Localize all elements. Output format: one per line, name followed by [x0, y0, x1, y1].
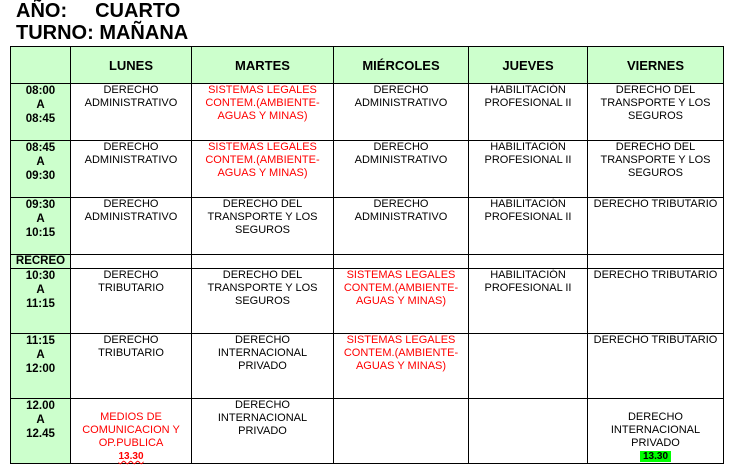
time-slot-row: [11, 334, 724, 399]
class-cell: [588, 84, 724, 141]
class-cell: [192, 84, 334, 141]
recess-cell: [469, 255, 588, 269]
class-cell: [71, 198, 192, 255]
time-slot-line: 11:15: [26, 335, 55, 347]
class-name: DERECHO TRIBUTARIO: [593, 334, 718, 346]
time-slot-line: 12:00: [25, 363, 56, 375]
time-slot-cell: [11, 334, 71, 399]
year-row: [16, 0, 188, 22]
class-name: DERECHO DEL TRANSPORTE Y LOS SEGUROS: [600, 84, 711, 122]
class-cell: [588, 399, 724, 464]
recess-cell: [71, 255, 192, 269]
class-name: HABILITACIÓN PROFESIONAL II: [484, 141, 572, 166]
class-cell: [588, 141, 724, 198]
recess-row: [11, 255, 724, 269]
class-cell: [334, 198, 469, 255]
class-cell: [192, 269, 334, 334]
year-value: CUARTO: [95, 0, 181, 22]
class-name: DERECHO ADMINISTRATIVO: [84, 141, 178, 166]
time-slot-line: 09:30: [25, 199, 56, 211]
time-slot-line: A: [36, 349, 45, 361]
class-cell: [588, 269, 724, 334]
class-cell: [334, 269, 469, 334]
class-cell: [588, 198, 724, 255]
class-name: DERECHO ADMINISTRATIVO: [354, 84, 448, 109]
time-slot-line: 10:15: [25, 227, 56, 239]
day-header-row: [11, 47, 724, 84]
class-cell: [334, 399, 469, 464]
time-slot-cell: [11, 141, 71, 198]
day-header-viernes: VIERNES: [588, 47, 724, 84]
class-name: HABILITACIÓN PROFESIONAL II: [484, 269, 572, 294]
schedule-header: [16, 0, 188, 44]
day-header-lunes: LUNES: [71, 47, 192, 84]
class-cell: [588, 334, 724, 399]
class-cell: [469, 334, 588, 399]
time-slot-row: [11, 84, 724, 141]
time-slot-line: 08:00: [25, 85, 56, 97]
time-slot-cell: [11, 269, 71, 334]
class-name: DERECHO ADMINISTRATIVO: [354, 198, 448, 223]
schedule-body: [11, 84, 724, 464]
class-name: DERECHO INTERNACIONAL PRIVADO: [610, 411, 701, 449]
class-cell: [334, 84, 469, 141]
day-header-martes: MARTES: [192, 47, 334, 84]
class-name: MEDIOS DE COMUNICACION Y OP.PUBLICA: [82, 411, 180, 449]
year-label: AÑO:: [16, 0, 68, 22]
time-slot-line: A: [36, 99, 45, 111]
time-slot-line: 12.00: [26, 400, 55, 412]
class-name: DERECHO DEL TRANSPORTE Y LOS SEGUROS: [600, 141, 711, 179]
class-cell: [469, 399, 588, 464]
time-slot-row: [11, 269, 724, 334]
corner-cell: [11, 47, 71, 84]
class-cell: [469, 198, 588, 255]
class-cell: [469, 269, 588, 334]
time-slot-line: A: [36, 414, 45, 426]
class-cell: [71, 399, 192, 464]
class-name: HABILITACIÓN PROFESIONAL II: [484, 84, 572, 109]
class-name: DERECHO INTERNACIONAL PRIVADO: [217, 334, 308, 372]
class-name: DERECHO TRIBUTARIO: [593, 269, 718, 281]
time-slot-row: [11, 399, 724, 464]
time-slot-line: 12.45: [26, 428, 55, 440]
time-slot-line: A: [36, 213, 45, 225]
end-time-note: 13.30: [640, 451, 671, 462]
class-name: SISTEMAS LEGALES CONTEM.(AMBIENTE-AGUAS Y MINAS): [205, 84, 320, 122]
class-name: DERECHO DEL TRANSPORTE Y LOS SEGUROS: [207, 198, 318, 236]
class-name: DERECHO ADMINISTRATIVO: [84, 198, 178, 223]
day-header-jueves: JUEVES: [469, 47, 588, 84]
time-slot-cell: [11, 198, 71, 255]
time-slot-line: 08:45: [25, 142, 56, 154]
class-cell: [469, 84, 588, 141]
class-cell: [71, 269, 192, 334]
day-header-miercoles: MIÉRCOLES: [334, 47, 469, 84]
shift-row: [16, 22, 188, 44]
schedule-table: [10, 46, 724, 464]
time-slot-line: 09:30: [25, 170, 56, 182]
class-name: DERECHO ADMINISTRATIVO: [84, 84, 178, 109]
recess-label: RECREO: [11, 255, 71, 269]
class-name: DERECHO TRIBUTARIO: [593, 198, 718, 210]
recess-cell: [192, 255, 334, 269]
shift-label: TURNO:: [16, 22, 94, 44]
time-slot-line: 08:45: [25, 113, 56, 125]
time-slot-line: 10:30: [25, 270, 56, 282]
class-cell: [71, 141, 192, 198]
class-name: SISTEMAS LEGALES CONTEM.(AMBIENTE-AGUAS Y MINAS): [205, 141, 320, 179]
class-cell: [192, 334, 334, 399]
class-name: SISTEMAS LEGALES CONTEM.(AMBIENTE-AGUAS Y MINAS): [343, 269, 459, 307]
time-slot-line: A: [36, 156, 45, 168]
class-cell: [334, 334, 469, 399]
class-name: SISTEMAS LEGALES CONTEM.(AMBIENTE-AGUAS Y MINAS): [343, 334, 459, 372]
time-slot-cell: [11, 399, 71, 464]
class-name: DERECHO TRIBUTARIO: [98, 334, 164, 359]
class-cell: [192, 399, 334, 464]
recess-cell: [588, 255, 724, 269]
class-name: DERECHO ADMINISTRATIVO: [354, 141, 448, 166]
recess-cell: [334, 255, 469, 269]
time-slot-line: A: [36, 284, 45, 296]
time-slot-row: [11, 198, 724, 255]
shift-value: MAÑANA: [99, 22, 189, 44]
class-cell: [469, 141, 588, 198]
time-slot-cell: [11, 84, 71, 141]
class-cell: [71, 334, 192, 399]
time-slot-line: 11:15: [26, 298, 55, 310]
class-cell: [192, 198, 334, 255]
class-name: DERECHO INTERNACIONAL PRIVADO: [217, 399, 308, 437]
class-cell: [192, 141, 334, 198]
class-name: HABILITACIÓN PROFESIONAL II: [484, 198, 572, 223]
class-name: DERECHO DEL TRANSPORTE Y LOS SEGUROS: [207, 269, 318, 307]
end-time-note: 13.30: [118, 451, 144, 462]
class-cell: [334, 141, 469, 198]
class-name: DERECHO TRIBUTARIO: [98, 269, 164, 294]
class-cell: [71, 84, 192, 141]
time-slot-row: [11, 141, 724, 198]
